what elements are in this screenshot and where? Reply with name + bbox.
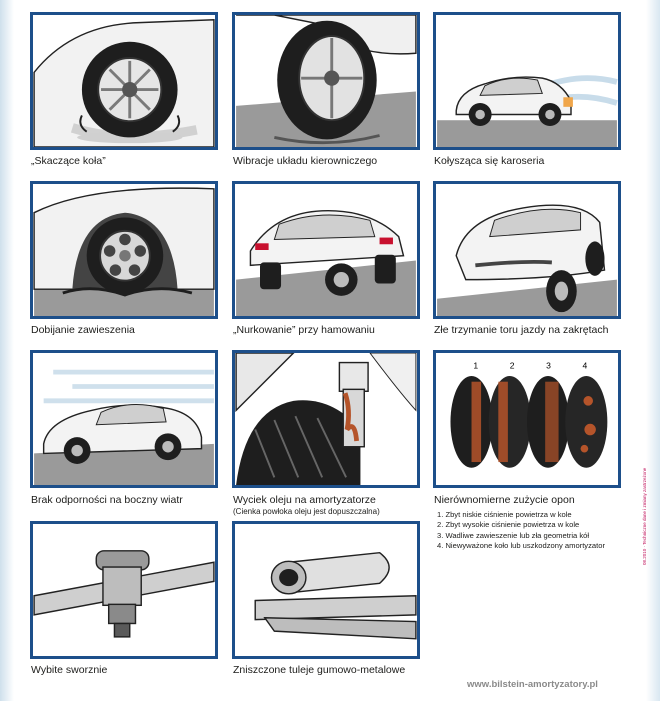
- tire-2: [489, 376, 531, 468]
- panel-suspension-bottoming: [30, 181, 218, 319]
- tire-3: [527, 376, 569, 468]
- side-note: 08.2010 · Techniczne dane i zmiany zastrzeżone: [642, 467, 647, 565]
- tire-1: [450, 376, 492, 468]
- caption-worn-ball-joints: Wybite sworznie: [31, 664, 108, 676]
- tire-wear-cause-4: 4. Niewyważone koło lub uszkodzony amortyzator: [437, 541, 605, 551]
- caption-poor-cornering: Złe trzymanie toru jazdy na zakrętach: [434, 324, 609, 336]
- steering-vibration-illustration: [235, 15, 417, 147]
- tire-wear-cause-1: 1. Zbyt niskie ciśnienie powietrza w kole: [437, 510, 572, 519]
- oil-leak-illustration: [235, 353, 417, 485]
- caption-body-roll: Kołysząca się karoseria: [434, 155, 545, 167]
- panel-tire-wear: [433, 350, 621, 488]
- panel-brake-dive: [232, 181, 420, 319]
- brake-dive-illustration: [235, 184, 417, 316]
- caption-jumping-wheels: „Skaczące koła”: [31, 155, 106, 167]
- caption-damaged-bushings: Zniszczone tuleje gumowo-metalowe: [233, 664, 406, 676]
- tire-number-1: 1: [473, 360, 479, 371]
- jumping-wheel-illustration: [33, 15, 215, 147]
- tire-wear-cause-2: 2. Zbyt wysokie ciśnienie powietrza w kole: [437, 520, 580, 530]
- tire-number-2: 2: [509, 360, 515, 371]
- panel-crosswind: [30, 350, 218, 488]
- tire-number-3: 3: [546, 360, 551, 371]
- caption-steering-vibration: Wibracje układu kierowniczego: [233, 155, 378, 167]
- crosswind-illustration: [33, 353, 215, 485]
- tire-4: [565, 376, 607, 468]
- caption-crosswind: Brak odporności na boczny wiatr: [31, 494, 183, 506]
- panel-body-roll: [433, 12, 621, 150]
- worn-ball-joints-illustration: [33, 524, 215, 656]
- body-roll-illustration: [436, 15, 618, 147]
- caption-suspension-bottoming: Dobijanie zawieszenia: [31, 324, 135, 336]
- panel-jumping-wheels: [30, 12, 218, 150]
- caption-oil-leak-note: (Cienka powłoka oleju jest dopuszczalna): [233, 507, 380, 516]
- tire-number-4: 4: [582, 360, 588, 371]
- panel-poor-cornering: [433, 181, 621, 319]
- caption-brake-dive: „Nurkowanie” przy hamowaniu: [233, 324, 375, 336]
- tire-wear-cause-3: 3. Wadliwe zawieszenie lub zła geometria kół: [437, 530, 590, 540]
- caption-tire-wear: Nierównomierne zużycie opon: [434, 494, 575, 506]
- website-link[interactable]: www.bilstein-amortyzatory.pl: [467, 679, 598, 690]
- tire-wear-illustration: [436, 353, 618, 485]
- panel-steering-vibration: [232, 12, 420, 150]
- panel-worn-ball-joints: [30, 521, 218, 659]
- damaged-bushings-illustration: [235, 524, 417, 656]
- suspension-bottoming-illustration: [33, 184, 215, 316]
- panel-oil-leak: [232, 350, 420, 488]
- tire-wear-cause-list: [437, 510, 605, 552]
- panel-damaged-bushings: [232, 521, 420, 659]
- poor-cornering-illustration: [436, 184, 618, 316]
- caption-oil-leak: Wyciek oleju na amortyzatorze: [233, 494, 376, 506]
